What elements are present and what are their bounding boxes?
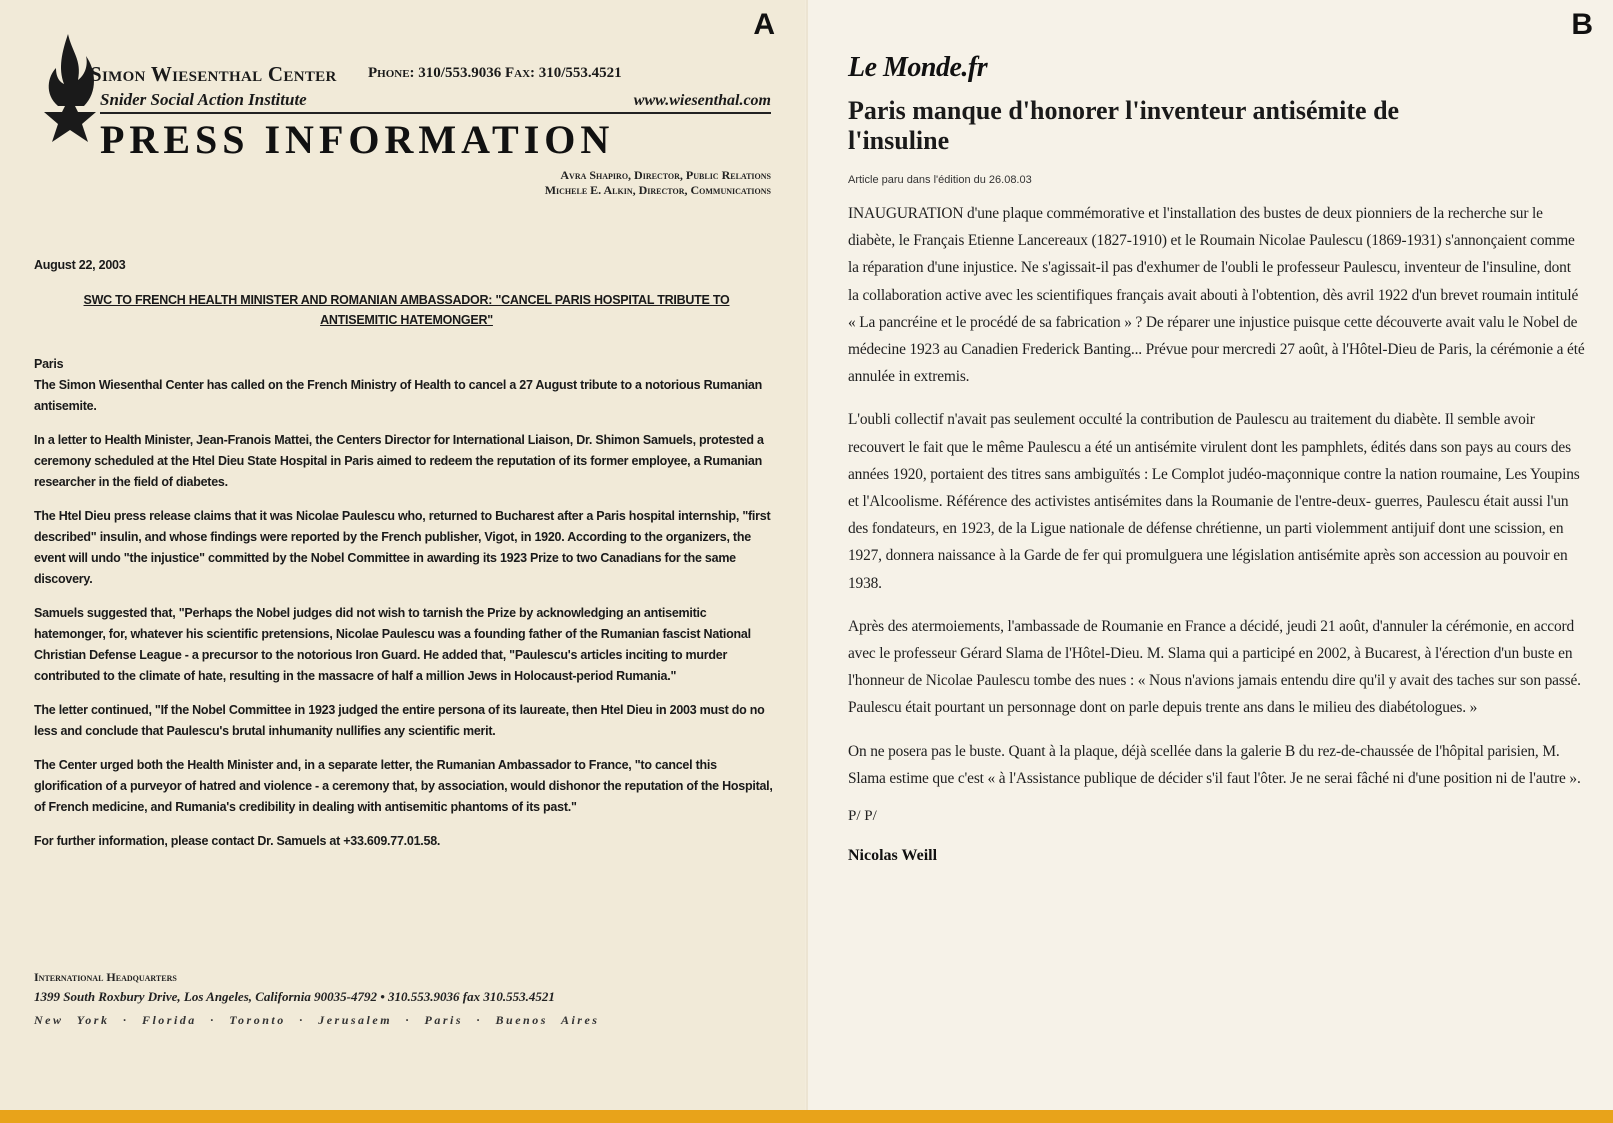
article-separator: P/ P/ — [848, 808, 877, 825]
press-information-title: PRESS INFORMATION — [100, 117, 615, 162]
article-paragraph: On ne posera pas le buste. Quant à la plaque, déjà scellée dans la galerie B du rez-de-chaussée de l'hôpital parisien, M. Slama estime que c'est « à l'Assistance publique de décider s'il faut l'ôter. Je ne serai fâché ni d'une position ni de l'autre ». — [848, 742, 1581, 787]
contact-numbers: Phone: 310/553.9036 Fax: 310/553.4521 — [368, 65, 622, 81]
press-release-footer — [34, 970, 779, 1028]
le-monde-article-panel — [806, 0, 1613, 1110]
le-monde-logo: Le Monde.fr — [848, 52, 988, 83]
release-paragraph: The Htel Dieu press release claims that it was Nicolae Paulescu who, returned to Bucharest after a Paris hospital internship, "first described" insulin, and whose findings were reported by the French publisher, Vigot, in 1920. According to the organizers, the event will undo "the injustice" committed by the Nobel Committee in awarding its 1923 Prize to two Canadians for the same discovery. — [34, 509, 771, 586]
press-release-letterhead — [34, 30, 779, 205]
institute-name: Snider Social Action Institute — [100, 90, 307, 109]
release-paragraph: Paris The Simon Wiesenthal Center has called on the French Ministry of Health to cancel a 27 August tribute to a notorious Rumanian antisemite. — [34, 357, 763, 413]
release-paragraph: The letter continued, "If the Nobel Committee in 1923 judged the entire persona of its laureate, then Htel Dieu in 2003 must do no less and conclude that Paulescu's brutal inhumanity nullifies any scientific merit. — [34, 703, 765, 738]
press-release-panel — [0, 0, 805, 1110]
article-title: Paris manque d'honorer l'inventeur antisémite de l'insuline — [848, 96, 1400, 155]
article-edition-date: Article paru dans l'édition du 26.08.03 — [848, 174, 1032, 186]
organization-name: Simon Wiesenthal Center — [90, 62, 337, 86]
release-headline: SWC TO FRENCH HEALTH MINISTER AND ROMANIAN AMBASSADOR: "CANCEL PARIS HOSPITAL TRIBUTE TO ANTISEMITIC HATEMONGER" — [83, 293, 730, 327]
release-paragraph: In a letter to Health Minister, Jean-Franois Mattei, the Centers Director for International Liaison, Dr. Shimon Samuels, protested a ceremony scheduled at the Htel Dieu State Hospital in Paris aimed to redeem the reputation of its former employee, a Rumanian researcher in the field of diabetes. — [34, 433, 764, 489]
flame-star-logo-icon — [38, 34, 102, 154]
article-paragraph: INAUGURATION d'une plaque commémorative et l'installation des bustes de deux pionniers de la recherche sur le diabète, le Français Etienne Lancereaux (1827-1910) et le Roumain Nicolae Paulescu (1869-1931) s'annonçaient comme la réparation d'une injustice. Ne s'agissait-il pas d'exhumer de l'oubli le professeur Paulescu, inventeur de l'insuline, dont la collaboration active avec les scientifiques français avait abouti à l'obtention, dès avril 1922 d'un brevet roumain intitulé « La pancréine et le procédé de sa fabrication » ? De réparer une injustice puisque cette découverte avait valu le Nobel de médecine 1923 au Canadien Frederick Banting... Prévue pour mercredi 27 août, à l'Hôtel-Dieu de Paris, la cérémonie a été annulée in extremis. — [848, 205, 1585, 386]
panel-label-a: A — [753, 8, 775, 41]
letterhead-rule — [100, 112, 771, 114]
release-paragraph: The Center urged both the Health Minister and, in a separate letter, the Rumanian Ambassador to France, "to cancel this glorification of a purveyor of hatred and violence - a ceremony that, by association, would dishonor the reputation of the Hospital, of French medicine, and Rumania's credibility in dealing with antisemitic phantoms of its past." — [34, 758, 773, 814]
article-paragraph: L'oubli collectif n'avait pas seulement occulté la contribution de Paulescu au traitement du diabète. Il semble avoir recouvert le fait que le même Paulescu a été un antisémite virulent dont les pamphlets, édités dans son pays au cours des années 1920, portaient des titres sans ambiguïtés : Le Complot judéo-maçonnique contre la nation roumaine, Les Youpins et l'Alcoolisme. Référence des activistes antisémites dans la Roumanie de l'entre-deux- guerres, Paulescu était aussi l'un des fondateurs, en 1923, de la Ligue nationale de défense chrétienne, un parti violemment antijuif dont une scission, en 1927, donnera naissance à la Garde de fer qui promulguera une législation antisémite après son accession au pouvoir en 1938. — [848, 411, 1580, 592]
headquarters-label: International Headquarters — [34, 970, 177, 984]
website-link[interactable]: www.wiesenthal.com — [633, 92, 771, 109]
article-author: Nicolas Weill — [848, 847, 938, 865]
bottom-accent-bar — [0, 1110, 1613, 1123]
headquarters-address: 1399 South Roxbury Drive, Los Angeles, California 90035-4792 • 310.553.9036 fax 310.553.4521 — [34, 989, 555, 1004]
article-body — [848, 200, 1585, 792]
panel-label-b: B — [1571, 8, 1593, 41]
staff-line: Michele E. Alkin, Director, Communications — [544, 183, 771, 197]
release-paragraph: Samuels suggested that, "Perhaps the Nobel judges did not wish to tarnish the Prize by acknowledging an antisemitic hatemonger, for, whatever his scientific pretensions, Nicolae Paulescu was a founding father of the Rumanian fascist National Christian Defense League - a precursor to the notorious Iron Guard. He added that, "Paulescu's articles inciting to murder contributed to the climate of hate, resulting in the massacre of half a million Jews in Holocaust-period Rumania." — [34, 606, 751, 683]
press-release-body — [34, 255, 779, 852]
staff-line: Avra Shapiro, Director, Public Relations — [560, 168, 771, 182]
office-cities: New York · Florida · Toronto · Jerusalem · Paris · Buenos Aires — [34, 1013, 600, 1027]
release-paragraph: For further information, please contact Dr. Samuels at +33.609.77.01.58. — [34, 834, 441, 848]
article-paragraph: Après des atermoiements, l'ambassade de Roumanie en France a décidé, jeudi 21 août, d'annuler la cérémonie, en accord avec le professeur Gérard Slama de l'Hôtel-Dieu. M. Slama qui a participé en 2002, à Bucarest, à l'érection d'un buste en l'honneur de Nicolae Paulescu tombe des nues : « Nous n'avions jamais entendu dire qu'il y avait des taches sur son passé. Paulescu était pourtant un personnage dont on parle depuis trente ans dans le milieu des diabétologues. » — [848, 617, 1581, 717]
release-date: August 22, 2003 — [34, 258, 126, 272]
staff-list — [545, 168, 771, 198]
